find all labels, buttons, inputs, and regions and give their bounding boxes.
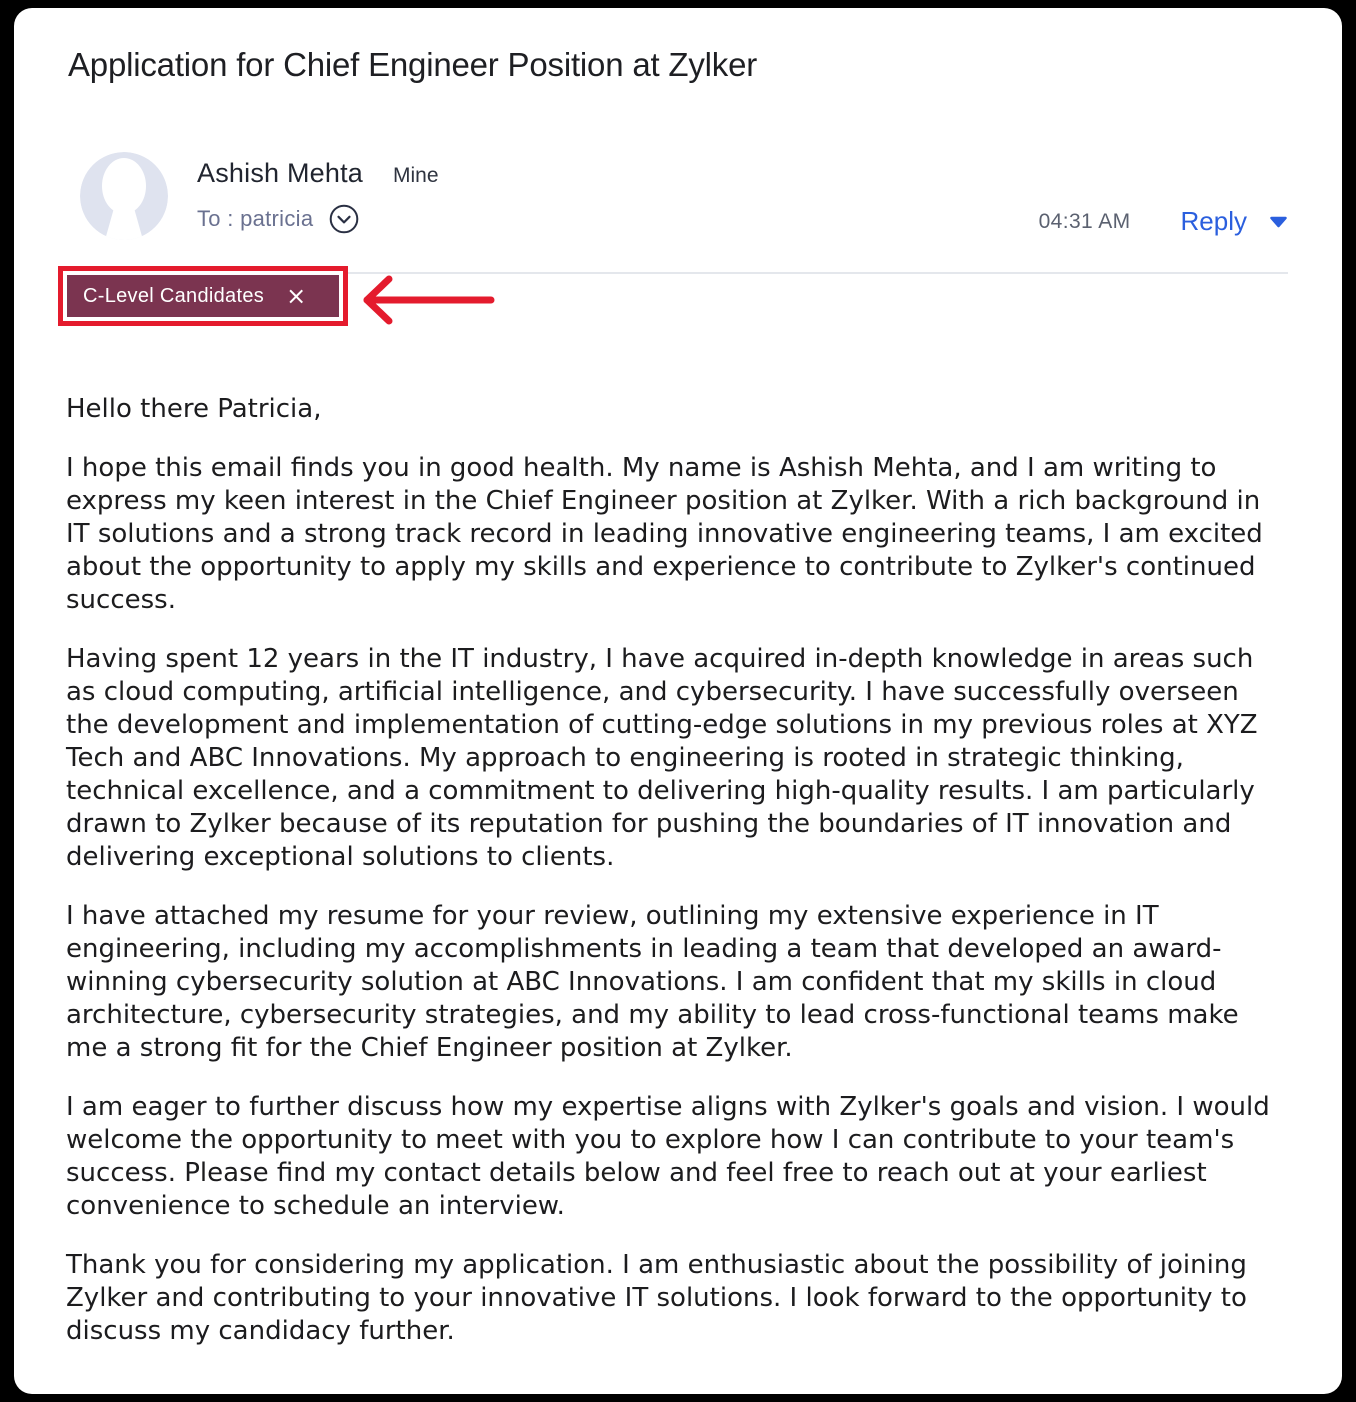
email-card <box>14 8 1342 1394</box>
email-body-paragraph: I hope this email finds you in good health. My name is Ashish Mehta, and I am writing to express my keen interest in the Chief Engineer position at Zylker. With a rich background in IT solutions and a strong track record in leading innovative engineering teams, I am excited about the opportunity to apply my skills and experience to contribute to Zylker's continued success. <box>66 453 1263 615</box>
sender-row <box>197 158 439 189</box>
tag-c-level-candidates[interactable] <box>67 275 339 317</box>
tag-label: C-Level Candidates <box>83 284 265 307</box>
sender-name: Ashish Mehta <box>197 158 363 188</box>
avatar <box>80 152 168 240</box>
email-subject: Application for Chief Engineer Position at Zylker <box>68 46 758 83</box>
person-silhouette-icon <box>80 152 168 240</box>
email-body <box>66 393 1282 1374</box>
mine-badge: Mine <box>392 164 439 187</box>
email-body-paragraph: I have attached my resume for your review, outlining my extensive experience in IT engineering, including my accomplishments in leading a team that developed an award-winning cybersecurity solution at ABC Innovations. I am confident that my skills in cloud architecture, cybersecurity strategies, and my ability to lead cross-functional teams make me a strong fit for the Chief Engineer position at Zylker. <box>66 901 1239 1063</box>
tag-remove-icon[interactable]: × <box>286 282 307 310</box>
message-meta <box>1039 206 1288 237</box>
email-body-paragraph: Hello there Patricia, <box>66 394 322 424</box>
email-body-paragraph: Thank you for considering my application. I am enthusiastic about the possibility of joining Zylker and contributing to your innovative IT solutions. I look forward to the opportunity to discuss my candidacy further. <box>66 1250 1247 1346</box>
expand-details-chevron-icon[interactable] <box>329 204 359 234</box>
reply-dropdown-caret-icon[interactable] <box>1269 216 1288 228</box>
to-recipient-label: To : patricia <box>197 206 314 231</box>
annotation-arrow-icon <box>358 272 498 333</box>
message-time: 04:31 AM <box>1038 209 1131 233</box>
annotation-highlight-box <box>58 266 348 326</box>
recipient-row <box>197 204 359 234</box>
reply-button[interactable]: Reply <box>1180 206 1247 236</box>
email-body-paragraph: Having spent 12 years in the IT industry, I have acquired in-depth knowledge in areas such as cloud computing, artificial intelligence, and cybersecurity. I have successfully overseen the development and implementation of cutting-edge solutions in my previous roles at XYZ Tech and ABC Innovations. My approach to engineering is rooted in strategic thinking, technical excellence, and a commitment to delivering high-quality results. I am particularly drawn to Zylker because of its reputation for pushing the boundaries of IT innovation and delivering exceptional solutions to clients. <box>66 644 1258 872</box>
email-body-paragraph: I am eager to further discuss how my expertise aligns with Zylker's goals and vision. I would welcome the opportunity to meet with you to explore how I can contribute to your team's success. Please find my contact details below and feel free to reach out at your earliest convenience to schedule an interview. <box>66 1092 1270 1221</box>
